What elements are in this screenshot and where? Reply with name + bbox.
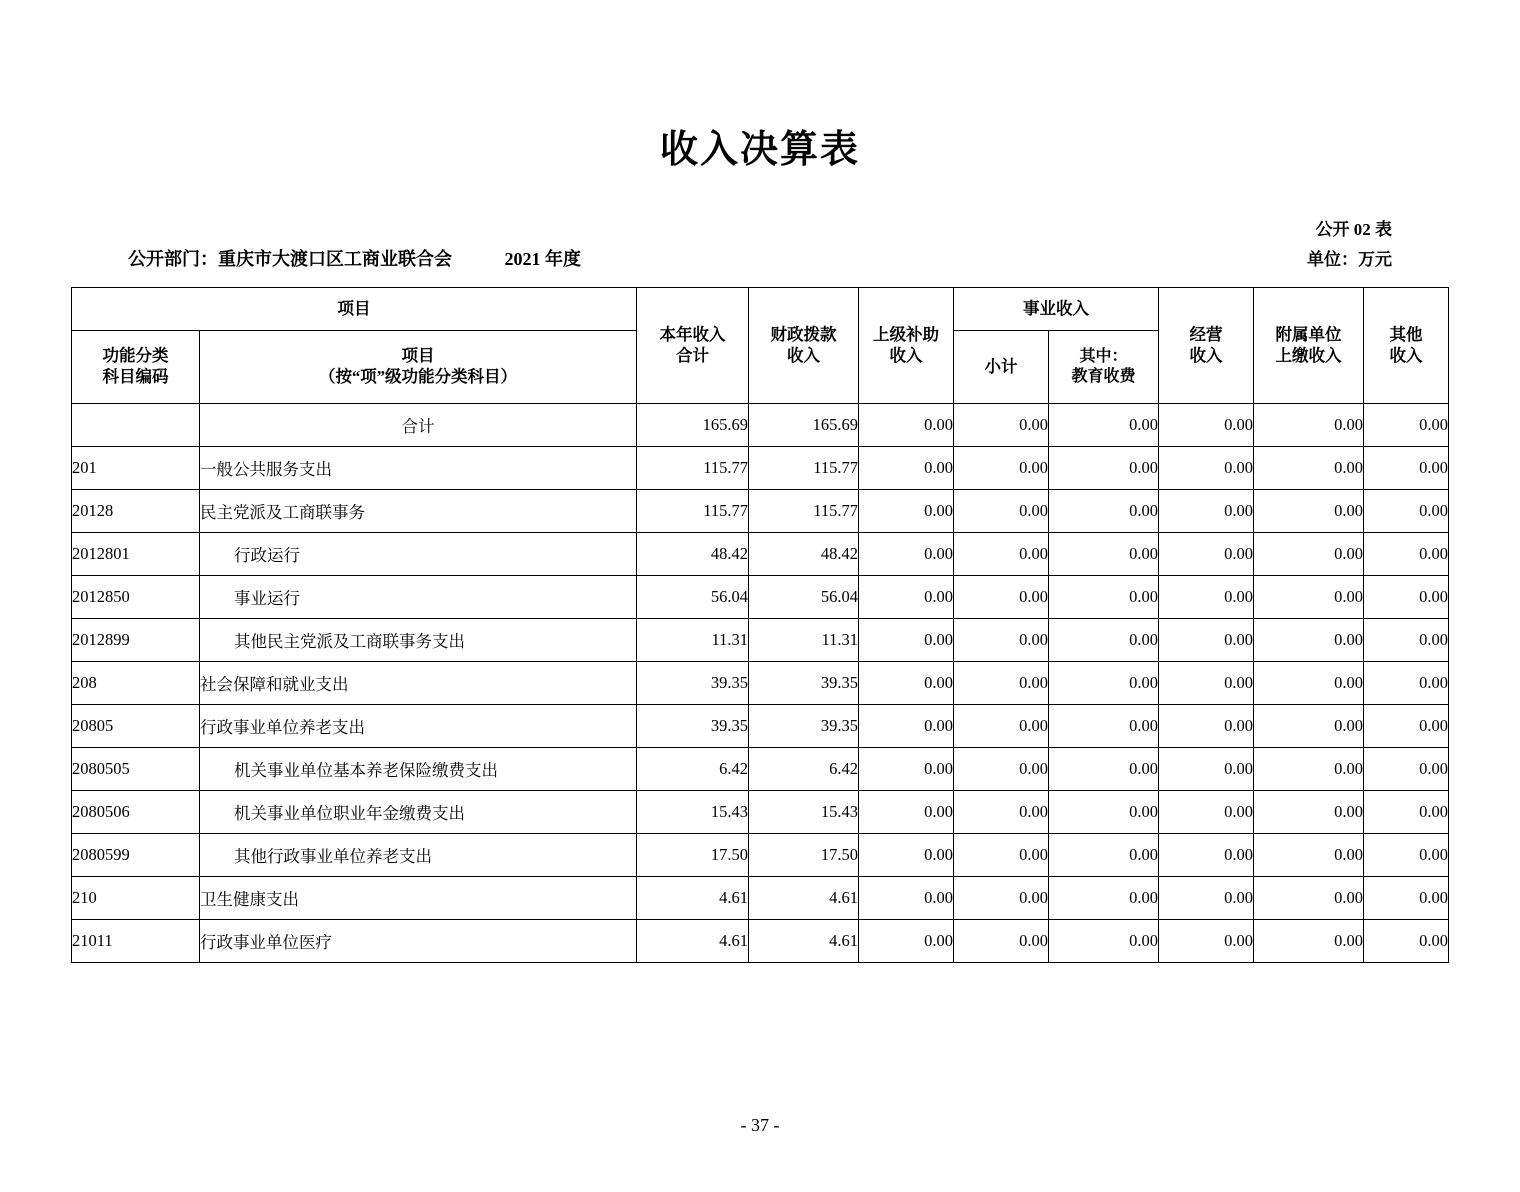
cell-superior: 0.00 [859,791,954,834]
cell-total: 4.61 [637,877,749,920]
meta-left-block [128,245,581,271]
cell-other: 0.00 [1364,877,1449,920]
cell-subtotal: 0.00 [954,533,1049,576]
cell-affiliated: 0.00 [1254,404,1364,447]
cell-superior: 0.00 [859,404,954,447]
header-business-subtotal: 小计 [954,331,1049,404]
cell-fiscal: 39.35 [749,705,859,748]
cell-superior: 0.00 [859,834,954,877]
cell-total: 56.04 [637,576,749,619]
cell-function-code: 20128 [72,490,200,533]
meta-right-block [1307,215,1392,275]
cell-other: 0.00 [1364,834,1449,877]
cell-function-code: 210 [72,877,200,920]
cell-function-code: 2012801 [72,533,200,576]
header-other-line1: 其他 [1389,324,1423,344]
form-number: 公开 02 表 [1315,220,1392,239]
cell-edu: 0.00 [1049,447,1159,490]
cell-item-name: 行政事业单位养老支出 [200,705,637,748]
cell-affiliated: 0.00 [1254,619,1364,662]
cell-fiscal: 39.35 [749,662,859,705]
cell-total: 39.35 [637,705,749,748]
cell-fiscal: 4.61 [749,920,859,963]
cell-total: 48.42 [637,533,749,576]
cell-superior: 0.00 [859,662,954,705]
cell-edu: 0.00 [1049,490,1159,533]
cell-fiscal: 115.77 [749,447,859,490]
cell-edu: 0.00 [1049,877,1159,920]
cell-item-name: 事业运行 [200,576,637,619]
cell-affiliated: 0.00 [1254,705,1364,748]
cell-superior: 0.00 [859,619,954,662]
cell-superior: 0.00 [859,748,954,791]
cell-operating: 0.00 [1159,490,1254,533]
header-superior-subsidy [859,288,954,404]
cell-function-code [72,404,200,447]
table-row [72,920,1449,963]
cell-superior: 0.00 [859,705,954,748]
cell-other: 0.00 [1364,490,1449,533]
header-other-line2: 收入 [1389,345,1423,365]
cell-superior: 0.00 [859,447,954,490]
header-project-group: 项目 [72,288,637,331]
cell-operating: 0.00 [1159,662,1254,705]
table-row [72,662,1449,705]
header-edu-line2: 教育收费 [1071,368,1136,385]
cell-subtotal: 0.00 [954,619,1049,662]
cell-superior: 0.00 [859,920,954,963]
cell-affiliated: 0.00 [1254,533,1364,576]
cell-affiliated: 0.00 [1254,834,1364,877]
cell-item-name: 行政事业单位医疗 [200,920,637,963]
cell-item-name: 其他民主党派及工商联事务支出 [200,619,637,662]
header-edu-line1: 其中： [1079,348,1128,365]
cell-operating: 0.00 [1159,619,1254,662]
table-row [72,834,1449,877]
cell-total: 115.77 [637,447,749,490]
unit-note: 单位：万元 [1307,250,1392,269]
cell-fiscal: 165.69 [749,404,859,447]
cell-other: 0.00 [1364,791,1449,834]
cell-total: 17.50 [637,834,749,877]
cell-subtotal: 0.00 [954,791,1049,834]
cell-affiliated: 0.00 [1254,748,1364,791]
cell-edu: 0.00 [1049,662,1159,705]
cell-edu: 0.00 [1049,533,1159,576]
cell-total: 115.77 [637,490,749,533]
cell-item-name: 行政运行 [200,533,637,576]
header-other-income [1364,288,1449,404]
header-operating-line1: 经营 [1189,324,1223,344]
cell-other: 0.00 [1364,533,1449,576]
header-operating-line2: 收入 [1189,345,1223,365]
cell-operating: 0.00 [1159,748,1254,791]
document-meta [0,215,1520,275]
cell-edu: 0.00 [1049,834,1159,877]
cell-function-code: 20805 [72,705,200,748]
cell-edu: 0.00 [1049,576,1159,619]
cell-item-name: 合计 [200,404,637,447]
cell-other: 0.00 [1364,662,1449,705]
cell-fiscal: 17.50 [749,834,859,877]
cell-operating: 0.00 [1159,404,1254,447]
cell-superior: 0.00 [859,877,954,920]
cell-function-code: 2012850 [72,576,200,619]
header-code-line1: 功能分类 [102,346,169,366]
cell-subtotal: 0.00 [954,920,1049,963]
cell-subtotal: 0.00 [954,576,1049,619]
table-row [72,490,1449,533]
cell-subtotal: 0.00 [954,834,1049,877]
header-business-income: 事业收入 [954,288,1159,331]
table-row [72,576,1449,619]
cell-affiliated: 0.00 [1254,662,1364,705]
cell-other: 0.00 [1364,705,1449,748]
cell-fiscal: 115.77 [749,490,859,533]
cell-total: 11.31 [637,619,749,662]
header-total-income [637,288,749,404]
header-fiscal-appropriation [749,288,859,404]
cell-fiscal: 15.43 [749,791,859,834]
cell-subtotal: 0.00 [954,662,1049,705]
cell-total: 6.42 [637,748,749,791]
cell-fiscal: 6.42 [749,748,859,791]
cell-fiscal: 56.04 [749,576,859,619]
header-superior-line2: 收入 [889,345,923,365]
cell-function-code: 2080506 [72,791,200,834]
cell-fiscal: 11.31 [749,619,859,662]
cell-other: 0.00 [1364,748,1449,791]
cell-affiliated: 0.00 [1254,791,1364,834]
cell-subtotal: 0.00 [954,490,1049,533]
cell-other: 0.00 [1364,447,1449,490]
header-superior-line1: 上级补助 [873,324,939,344]
cell-edu: 0.00 [1049,791,1159,834]
cell-total: 4.61 [637,920,749,963]
cell-affiliated: 0.00 [1254,877,1364,920]
cell-operating: 0.00 [1159,533,1254,576]
cell-edu: 0.00 [1049,619,1159,662]
cell-other: 0.00 [1364,576,1449,619]
cell-total: 39.35 [637,662,749,705]
cell-subtotal: 0.00 [954,748,1049,791]
cell-subtotal: 0.00 [954,404,1049,447]
cell-function-code: 2080505 [72,748,200,791]
cell-subtotal: 0.00 [954,705,1049,748]
header-affiliated-income [1254,288,1364,404]
cell-item-name: 一般公共服务支出 [200,447,637,490]
cell-edu: 0.00 [1049,920,1159,963]
header-fiscal-line1: 财政拨款 [770,324,837,344]
header-total-income-line2: 合计 [676,345,709,365]
table-row [72,533,1449,576]
cell-affiliated: 0.00 [1254,490,1364,533]
cell-other: 0.00 [1364,404,1449,447]
table-row [72,877,1449,920]
cell-function-code: 2012899 [72,619,200,662]
cell-function-code: 201 [72,447,200,490]
table-row [72,748,1449,791]
department-label: 公开部门：重庆市大渡口区工商业联合会 [128,249,452,269]
cell-operating: 0.00 [1159,834,1254,877]
cell-item-name: 其他行政事业单位养老支出 [200,834,637,877]
cell-other: 0.00 [1364,920,1449,963]
cell-item-name: 社会保障和就业支出 [200,662,637,705]
header-function-code [72,331,200,404]
header-item-name [200,331,637,404]
header-total-income-line1: 本年收入 [659,324,726,344]
header-fiscal-line2: 收入 [787,345,820,365]
cell-superior: 0.00 [859,533,954,576]
header-code-line2: 科目编码 [102,367,169,386]
cell-subtotal: 0.00 [954,877,1049,920]
cell-subtotal: 0.00 [954,447,1049,490]
page-title: 收入决算表 [659,129,860,171]
cell-item-name: 机关事业单位基本养老保险缴费支出 [200,748,637,791]
cell-total: 165.69 [637,404,749,447]
table-row [72,619,1449,662]
table-row [72,447,1449,490]
header-item-line2: （按“项”级功能分类科目） [319,367,517,386]
cell-other: 0.00 [1364,619,1449,662]
header-education-fee [1049,331,1159,404]
cell-operating: 0.00 [1159,576,1254,619]
cell-item-name: 机关事业单位职业年金缴费支出 [200,791,637,834]
income-settlement-table [71,287,1449,963]
cell-fiscal: 4.61 [749,877,859,920]
cell-edu: 0.00 [1049,748,1159,791]
document-page [0,118,1520,1192]
cell-item-name: 民主党派及工商联事务 [200,490,637,533]
table-row [72,791,1449,834]
cell-fiscal: 48.42 [749,533,859,576]
header-affiliated-line2: 上缴收入 [1275,345,1342,365]
cell-affiliated: 0.00 [1254,447,1364,490]
header-operating-income [1159,288,1254,404]
cell-operating: 0.00 [1159,791,1254,834]
cell-edu: 0.00 [1049,404,1159,447]
page-footer: - 37 - [740,1115,780,1135]
fiscal-year: 2021 年度 [504,249,581,269]
cell-function-code: 2080599 [72,834,200,877]
cell-affiliated: 0.00 [1254,576,1364,619]
header-affiliated-line1: 附属单位 [1275,324,1342,344]
cell-operating: 0.00 [1159,705,1254,748]
cell-function-code: 208 [72,662,200,705]
table-header-row-1 [72,288,1449,331]
table-row [72,705,1449,748]
cell-function-code: 21011 [72,920,200,963]
cell-superior: 0.00 [859,490,954,533]
header-item-line1: 项目 [401,346,435,366]
table-row [72,404,1449,447]
cell-item-name: 卫生健康支出 [200,877,637,920]
table-body [72,404,1449,963]
cell-affiliated: 0.00 [1254,920,1364,963]
cell-total: 15.43 [637,791,749,834]
cell-superior: 0.00 [859,576,954,619]
cell-operating: 0.00 [1159,877,1254,920]
cell-operating: 0.00 [1159,920,1254,963]
cell-edu: 0.00 [1049,705,1159,748]
cell-operating: 0.00 [1159,447,1254,490]
